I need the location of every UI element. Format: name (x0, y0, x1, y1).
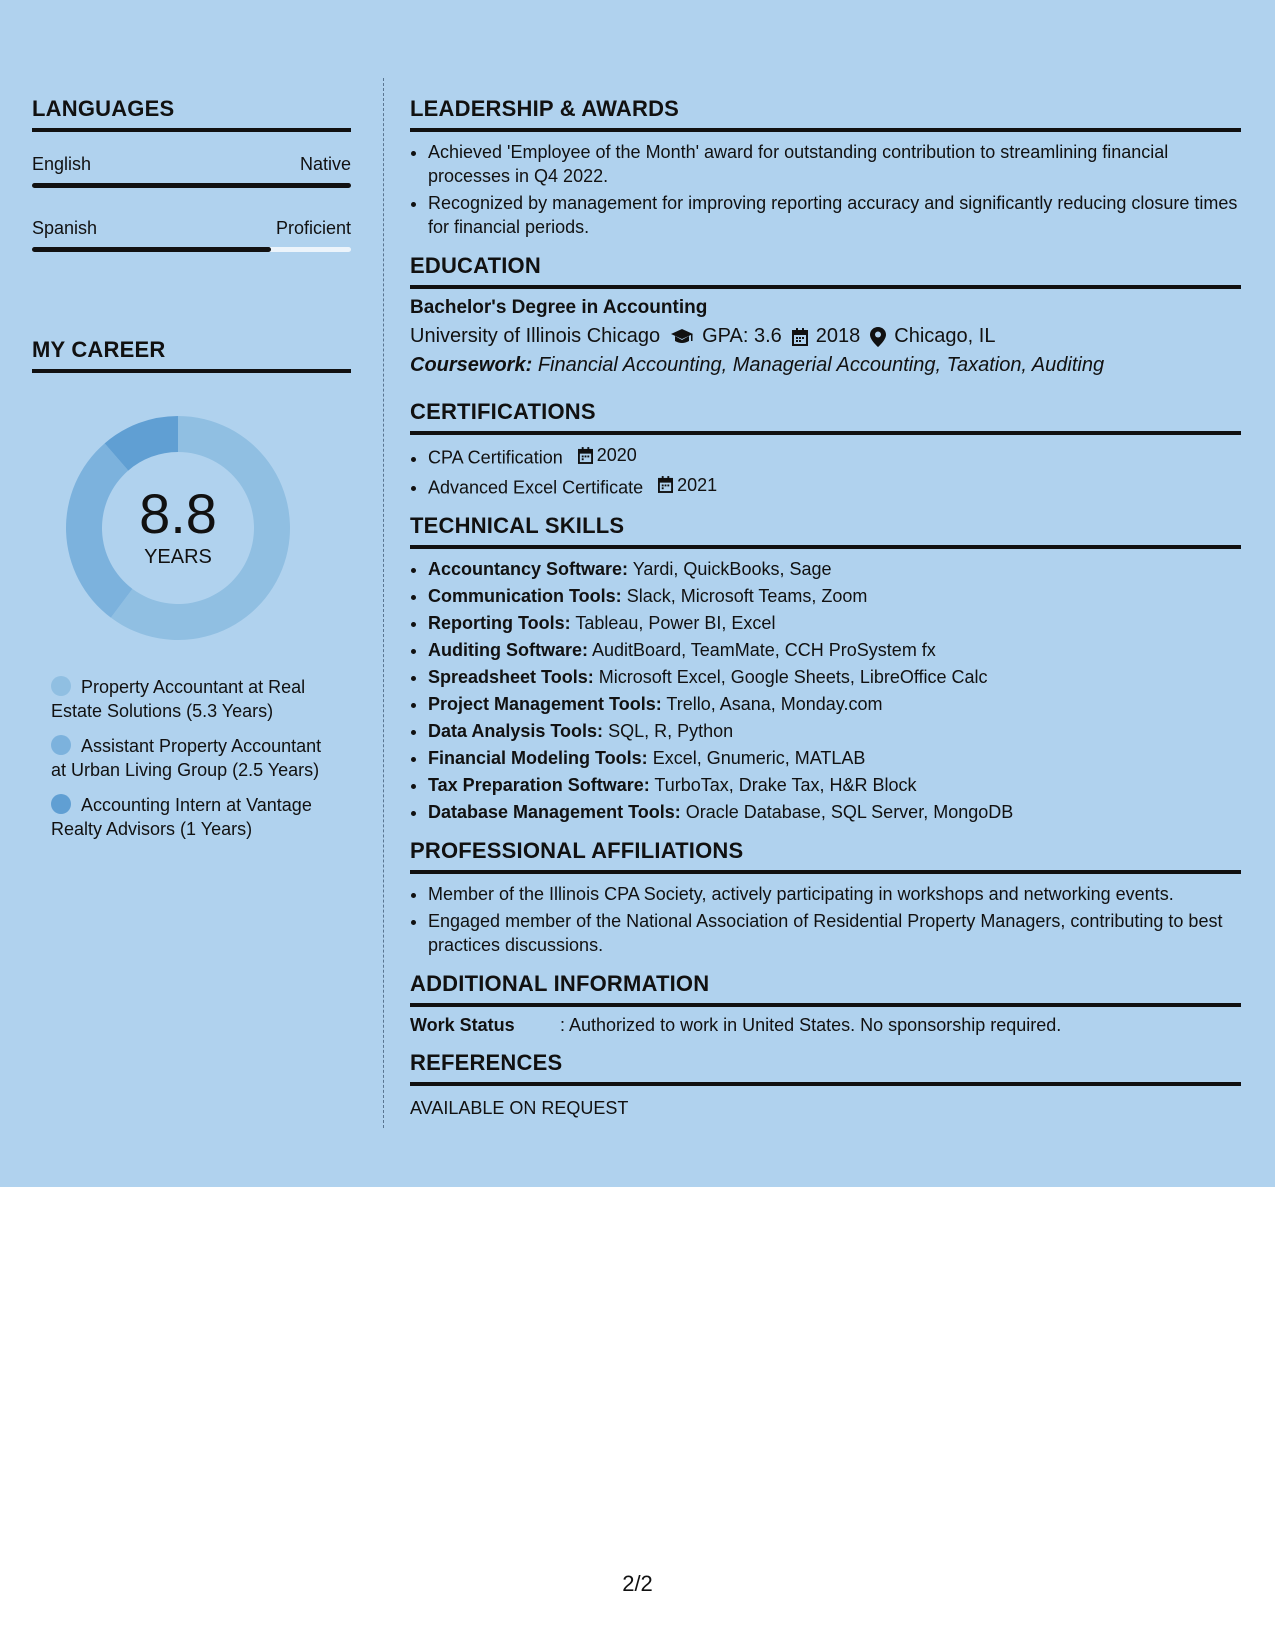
career-legend-item (51, 675, 341, 723)
language-proficiency-fill (32, 183, 351, 188)
skill-category: Spreadsheet Tools: (428, 667, 594, 687)
graduation-cap-icon (670, 328, 694, 346)
references-section (410, 1050, 1241, 1119)
skill-item (428, 692, 1241, 716)
skill-category: Auditing Software: (428, 640, 588, 660)
career-legend-label: Accounting Intern at Vantage Realty Advisors (1 Years) (51, 795, 312, 839)
skill-item (428, 584, 1241, 608)
certification-name: CPA Certification (428, 447, 563, 468)
certification-year: 2020 (596, 445, 637, 465)
education-section (410, 253, 1241, 377)
skill-values: Oracle Database, SQL Server, MongoDB (685, 802, 1014, 822)
language-proficiency-bar (32, 183, 351, 188)
leadership-item: • Achieved 'Employee of the Month' award for outstanding contribution to streamlining financial processes in Q4 2022. (428, 140, 1241, 188)
degree-title: Bachelor's Degree in Accounting (410, 297, 708, 318)
leadership-list (410, 140, 1241, 239)
location-pin-icon (870, 327, 886, 347)
certification-name: Advanced Excel Certificate (428, 477, 644, 497)
work-status-label: Work Status (410, 1015, 515, 1035)
calendar-icon (792, 328, 808, 346)
certification-date (578, 443, 637, 467)
languages-title: LANGUAGES (32, 96, 351, 132)
language-item (32, 218, 351, 252)
language-proficiency-fill (32, 247, 271, 252)
skill-item (428, 773, 1241, 797)
leadership-title: LEADERSHIP & AWARDS (410, 96, 1241, 132)
skill-item (428, 557, 1241, 581)
calendar-icon (578, 447, 593, 464)
career-legend-label: Assistant Property Accountant at Urban Living Group (2.5 Years) (51, 736, 322, 780)
language-name: English (32, 154, 92, 174)
references-text: AVAILABLE ON REQUEST (410, 1098, 629, 1118)
career-legend-item (51, 793, 341, 841)
career-legend (51, 675, 341, 852)
skill-category: Accountancy Software: (428, 559, 629, 579)
skill-item (428, 800, 1241, 824)
language-level: Proficient (275, 218, 351, 238)
work-status-row (410, 1015, 1241, 1036)
skill-values: Yardi, QuickBooks, Sage (632, 559, 832, 579)
work-status-value: : Authorized to work in United States. No sponsorship required. (560, 1015, 1062, 1035)
affiliations-title: PROFESSIONAL AFFILIATIONS (410, 838, 1241, 874)
skill-category: Reporting Tools: (428, 613, 571, 633)
career-donut-chart (66, 416, 290, 640)
skill-values: SQL, R, Python (608, 721, 734, 741)
skill-values: AuditBoard, TeamMate, CCH ProSystem fx (592, 640, 936, 660)
leadership-section (410, 96, 1241, 239)
school-name: University of Illinois Chicago (410, 325, 661, 347)
certification-date (658, 473, 717, 497)
skill-category: Data Analysis Tools: (428, 721, 604, 741)
language-item (32, 154, 351, 188)
languages-list (32, 154, 351, 252)
skill-item (428, 746, 1241, 770)
certifications-list (410, 443, 1241, 499)
right-column (410, 96, 1241, 1133)
skill-category: Tax Preparation Software: (428, 775, 650, 795)
education-details (410, 325, 1241, 348)
affiliation-item: • Engaged member of the National Association of Residential Property Managers, contributing to best practices discussions. (428, 909, 1241, 957)
school-location: Chicago, IL (894, 325, 996, 347)
skill-item (428, 611, 1241, 635)
skill-values: Slack, Microsoft Teams, Zoom (626, 586, 868, 606)
legend-dot (51, 676, 71, 696)
skill-category: Financial Modeling Tools: (428, 748, 648, 768)
skills-list (410, 557, 1241, 824)
affiliation-item: • Member of the Illinois CPA Society, actively participating in workshops and networking events. (428, 882, 1241, 906)
gpa: GPA: 3.6 (702, 325, 782, 347)
skill-item (428, 719, 1241, 743)
certification-year: 2021 (677, 474, 718, 495)
career-total-years: 8.8 (139, 482, 217, 545)
affiliations-section (410, 838, 1241, 957)
donut-center (66, 416, 290, 640)
skill-item (428, 665, 1241, 689)
leadership-item: • Recognized by management for improving reporting accuracy and significantly reducing closure times for financial periods. (428, 191, 1241, 239)
skill-category: Project Management Tools: (428, 694, 662, 714)
coursework (410, 354, 1241, 377)
skills-title: TECHNICAL SKILLS (410, 513, 1241, 549)
skill-category: Database Management Tools: (428, 802, 681, 822)
graduation-year: 2018 (815, 325, 861, 347)
language-name: Spanish (32, 218, 98, 238)
page-number: 2/2 (622, 1571, 653, 1596)
affiliations-list (410, 882, 1241, 957)
additional-info-section (410, 971, 1241, 1036)
skills-section (410, 513, 1241, 824)
left-column (32, 96, 351, 839)
career-section (32, 337, 351, 373)
career-legend-label: Property Accountant at Real Estate Solutions (5.3 Years) (51, 677, 306, 721)
skill-category: Communication Tools: (428, 586, 622, 606)
skill-values: TurboTax, Drake Tax, H&R Block (654, 775, 917, 795)
language-proficiency-bar (32, 247, 351, 252)
calendar-icon (658, 476, 673, 493)
certification-item (428, 473, 1241, 500)
skill-values: Excel, Gnumeric, MATLAB (652, 748, 866, 768)
skill-item (428, 638, 1241, 662)
certifications-section (410, 399, 1241, 499)
education-title: EDUCATION (410, 253, 1241, 289)
legend-dot (51, 735, 71, 755)
coursework-list: Financial Accounting, Managerial Accounting, Taxation, Auditing (537, 354, 1105, 376)
career-legend-item (51, 734, 341, 782)
additional-info-title: ADDITIONAL INFORMATION (410, 971, 1241, 1007)
column-divider (383, 78, 384, 1128)
language-level: Native (299, 154, 351, 174)
skill-values: Microsoft Excel, Google Sheets, LibreOffice Calc (598, 667, 988, 687)
skill-values: Tableau, Power BI, Excel (575, 613, 776, 633)
references-title: REFERENCES (410, 1050, 1241, 1086)
career-total-unit: YEARS (144, 546, 212, 568)
legend-dot (51, 794, 71, 814)
skill-values: Trello, Asana, Monday.com (666, 694, 883, 714)
coursework-label: Coursework: (410, 354, 533, 376)
career-title: MY CAREER (32, 337, 351, 373)
certification-item (428, 443, 1241, 470)
certifications-title: CERTIFICATIONS (410, 399, 1241, 435)
